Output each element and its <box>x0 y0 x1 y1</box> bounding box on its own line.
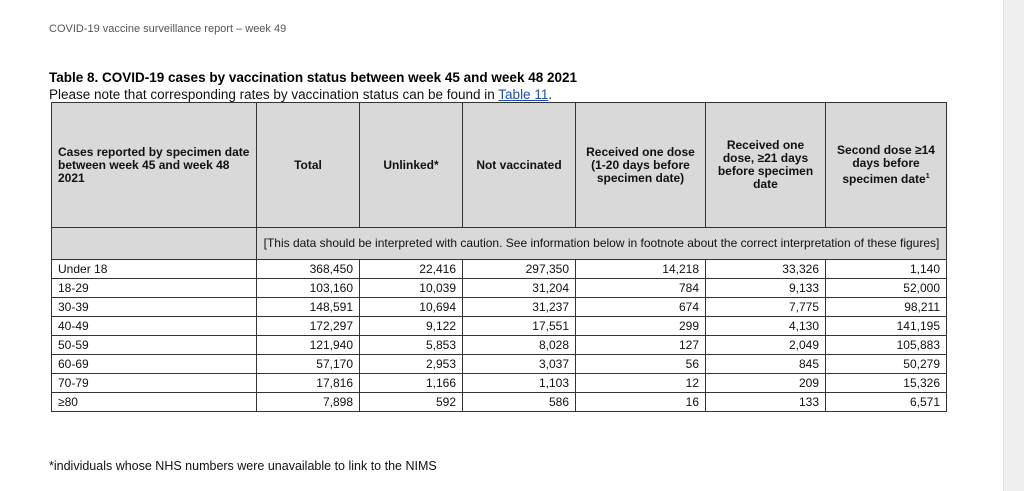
footnote-marker: 1 <box>925 173 930 180</box>
value-cell: 15,326 <box>826 374 947 393</box>
value-cell: 368,450 <box>257 260 360 279</box>
value-cell: 209 <box>706 374 826 393</box>
value-cell: 127 <box>576 336 706 355</box>
value-cell: 33,326 <box>706 260 826 279</box>
value-cell: 1,140 <box>826 260 947 279</box>
row-label-cell: 70-79 <box>52 374 257 393</box>
value-cell: 1,103 <box>463 374 576 393</box>
row-label-cell: ≥80 <box>52 393 257 412</box>
table-11-link[interactable]: Table 11 <box>498 87 549 102</box>
value-cell: 50,279 <box>826 355 947 374</box>
value-cell: 7,775 <box>706 298 826 317</box>
value-cell: 9,122 <box>360 317 463 336</box>
table-row <box>52 374 947 393</box>
caution-row <box>52 228 947 260</box>
table-row <box>52 317 947 336</box>
value-cell: 141,195 <box>826 317 947 336</box>
value-cell: 98,211 <box>826 298 947 317</box>
row-label-cell: 40-49 <box>52 317 257 336</box>
value-cell: 4,130 <box>706 317 826 336</box>
value-cell: 148,591 <box>257 298 360 317</box>
caution-blank-cell <box>52 228 257 260</box>
table-row <box>52 260 947 279</box>
table-row <box>52 336 947 355</box>
value-cell: 16 <box>576 393 706 412</box>
column-header-age: Cases reported by specimen date between week 45 and week 48 2021 <box>52 103 257 228</box>
row-label-cell: Under 18 <box>52 260 257 279</box>
value-cell: 105,883 <box>826 336 947 355</box>
row-label-cell: 30-39 <box>52 298 257 317</box>
footnote: *individuals whose NHS numbers were unavailable to link to the NIMS <box>49 459 437 473</box>
value-cell: 784 <box>576 279 706 298</box>
scroll-gutter[interactable] <box>1003 0 1024 491</box>
row-label-cell: 18-29 <box>52 279 257 298</box>
value-cell: 103,160 <box>257 279 360 298</box>
value-cell: 10,039 <box>360 279 463 298</box>
value-cell: 172,297 <box>257 317 360 336</box>
table-row <box>52 298 947 317</box>
value-cell: 8,028 <box>463 336 576 355</box>
row-label-cell: 60-69 <box>52 355 257 374</box>
value-cell: 12 <box>576 374 706 393</box>
value-cell: 56 <box>576 355 706 374</box>
column-header-unlinked: Unlinked* <box>360 103 463 228</box>
value-cell: 297,350 <box>463 260 576 279</box>
column-header-one-dose-21: Received one dose, ≥21 days before specimen date <box>706 103 826 228</box>
note-text: Please note that corresponding rates by vaccination status can be found in <box>49 87 499 102</box>
table-row <box>52 355 947 374</box>
column-header-not-vaccinated: Not vaccinated <box>463 103 576 228</box>
column-header-second-dose-label: Second dose ≥14 days before specimen date <box>837 143 935 186</box>
column-header-one-dose-1-20: Received one dose (1-20 days before specimen date) <box>576 103 706 228</box>
note-suffix: . <box>548 87 553 102</box>
value-cell: 52,000 <box>826 279 947 298</box>
table-row <box>52 279 947 298</box>
table-row <box>52 393 947 412</box>
running-header: COVID-19 vaccine surveillance report – week 49 <box>49 23 287 35</box>
value-cell: 3,037 <box>463 355 576 374</box>
row-label-cell: 50-59 <box>52 336 257 355</box>
column-header-total: Total <box>257 103 360 228</box>
table-note <box>49 87 552 102</box>
value-cell: 10,694 <box>360 298 463 317</box>
caution-note: [This data should be interpreted with caution. See information below in footnote about the correct interpretation of these figures] <box>257 228 947 260</box>
value-cell: 592 <box>360 393 463 412</box>
value-cell: 1,166 <box>360 374 463 393</box>
value-cell: 121,940 <box>257 336 360 355</box>
value-cell: 299 <box>576 317 706 336</box>
table-caption: Table 8. COVID-19 cases by vaccination status between week 45 and week 48 2021 <box>49 70 578 85</box>
value-cell: 586 <box>463 393 576 412</box>
value-cell: 2,049 <box>706 336 826 355</box>
value-cell: 31,204 <box>463 279 576 298</box>
value-cell: 31,237 <box>463 298 576 317</box>
value-cell: 9,133 <box>706 279 826 298</box>
column-header-second-dose <box>826 103 947 228</box>
value-cell: 17,816 <box>257 374 360 393</box>
value-cell: 2,953 <box>360 355 463 374</box>
value-cell: 22,416 <box>360 260 463 279</box>
value-cell: 5,853 <box>360 336 463 355</box>
value-cell: 57,170 <box>257 355 360 374</box>
value-cell: 133 <box>706 393 826 412</box>
value-cell: 845 <box>706 355 826 374</box>
value-cell: 7,898 <box>257 393 360 412</box>
value-cell: 674 <box>576 298 706 317</box>
value-cell: 17,551 <box>463 317 576 336</box>
cases-by-vaccination-table <box>51 102 947 412</box>
value-cell: 14,218 <box>576 260 706 279</box>
value-cell: 6,571 <box>826 393 947 412</box>
